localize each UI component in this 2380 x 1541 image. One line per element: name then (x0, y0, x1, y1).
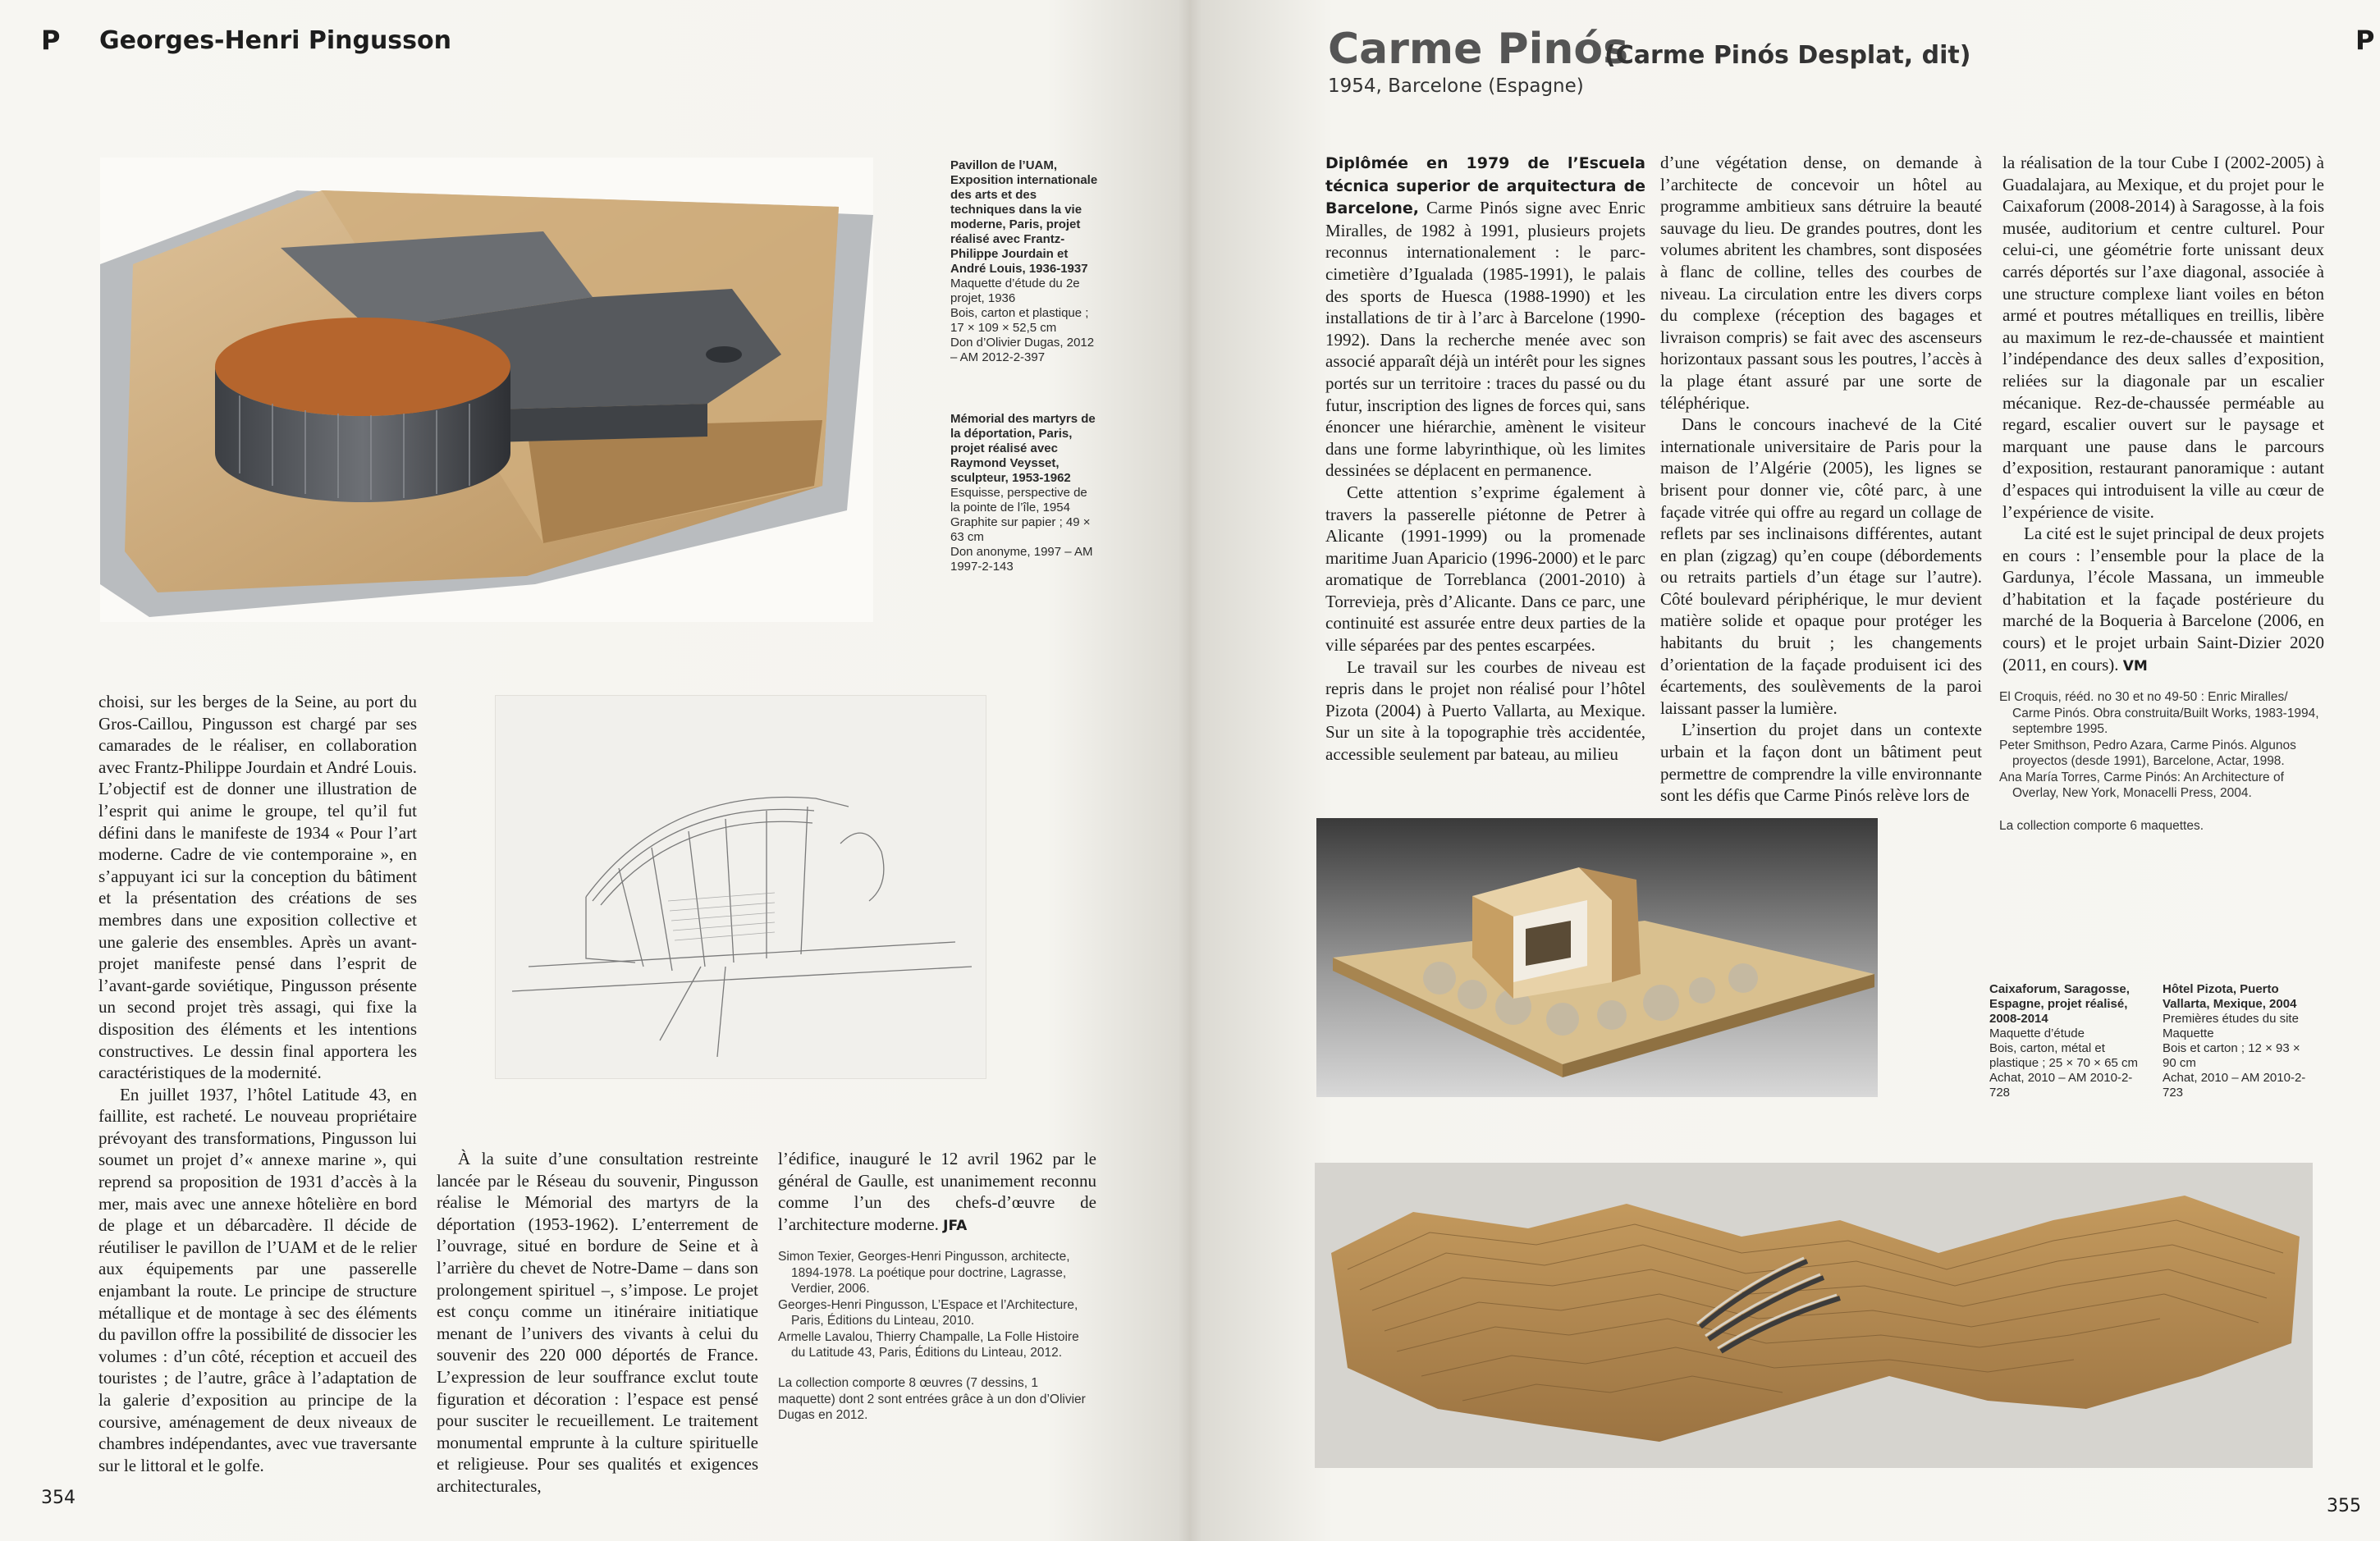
paragraph: En juillet 1937, l’hôtel Latitude 43, en faillite, est racheté. Le nouveau propriétaire prévoyant des transformations, Pingusson lui soumet un projet d’« annexe marine », qui reprend sa proposition de 1931 d’accès à la mer, mais avec une annexe hôtelière en bord de plage et un débarcadère. Il décide de réutiliser le pavillon de l’UAM et de le relier aux équipements par une passerelle enjambant la route. Le principe de structure métallique et de montage à sec des éléments du pavillon offre la possibilité de dissocier les volumes : d’un côté, réception et accueil des touristes ; de l’autre, grâce à l’adaptation de la galerie d’exposition au principe de la coursive, aménagement de deux niveaux de chambres indépendantes, avec vue traversante sur le littoral et le golfe. (98, 1084, 417, 1475)
section-letter: P (41, 25, 61, 56)
caption-line: Maquette d’étude (1989, 1027, 2085, 1040)
pinos-text-column-2 (1660, 152, 1982, 807)
architect-full-name: (Carme Pinós Desplat, dit) (1604, 41, 1971, 70)
pingusson-text-column-1 (98, 691, 417, 1476)
page-number-left: 354 (41, 1488, 76, 1508)
caption-title: Hôtel Pizota, Puerto Vallarta, Mexique, 2004 (2163, 982, 2297, 1011)
caption-line: Achat, 2010 – AM 2010-2-723 (2163, 1071, 2306, 1100)
paragraph: À la suite d’une consultation restreinte lancée par le Réseau du souvenir, Pingusson réalise le Mémorial des martyrs de la déportation (1953-1962). L’enterrement de l’ouvrage, situé en bordure de Seine et à l’arrière du chevet de Notre-Dame – dans son prolongement spirituel –, s’impose. Le projet est conçu comme un itinéraire initiatique menant de l’univers des vivants à celui du souvenir des 220 000 déportés de France. L’expression de leur souffrance exclut toute figuration et décoration : l’espace est pensé pour susciter le recueillement. Le traitement monumental emprunte à la culture spirituelle et religieuse. Pour ses qualités et exigences architecturales, (437, 1149, 758, 1496)
paragraph: l’édifice, inauguré le 12 avril 1962 par le général de Gaulle, est unanimement reconnu comme l’un des chefs-d’œuvre de l’architecture moderne. (778, 1149, 1096, 1234)
lead-text: Diplômée en 1979 de l’Escuela técnica superior de arquitectura de Barcelone, (1325, 154, 1645, 218)
memorial-sketch-drawing (496, 696, 986, 1078)
hotel-pizota-model-photo (1315, 1163, 2313, 1468)
caption-line: Bois, carton et plastique ; 17 × 109 × 52,5 cm (950, 306, 1089, 335)
caption-uam-pavilion (950, 158, 1098, 365)
bibliography-entry: Ana María Torres, Carme Pinós: An Architecture of Overlay, New York, Monacelli Press, 2004. (1999, 770, 2284, 800)
pingusson-bibliography (778, 1249, 1094, 1361)
bibliography-entry: Peter Smithson, Pedro Azara, Carme Pinós. Algunos proyectos (desde 1991), Barcelone, Actar, 1998. (1999, 738, 2296, 768)
pinos-collection-note: La collection comporte 6 maquettes. (1999, 819, 2204, 833)
pinos-bibliography (1999, 689, 2327, 802)
caption-line: Achat, 2010 – AM 2010-2-728 (1989, 1071, 2133, 1100)
paragraph: Carme Pinós signe avec Enric Miralles, de 1982 à 1991, plusieurs projets reconnus internationalement : le parc-cimetière d’Igualada (1985-1991), le palais des sports de Huesca (1988-1990) et les installations de tir à l’arc à Barcelone (1990-1992). Dans la recherche menée avec son associé apparaît déjà un intérêt pour les signes portés sur un territoire : traces du passé ou du futur, inscription des lignes de forces qui, sans énoncer une hiérarchie, amènent le visiteur dans une forme labyrinthique, où les limites dessinées se déplacent en permanence. (1325, 198, 1646, 481)
bibliography-entry: El Croquis, rééd. no 30 et no 49-50 : Enric Miralles/ Carme Pinós. Obra construita/Built Works, 1983-1994, septembre 1995. (1999, 690, 2319, 736)
bibliography-entry: Simon Texier, Georges-Henri Pingusson, architecte, 1894-1978. La poétique pour doctrine, Lagrasse, Verdier, 2006. (778, 1250, 1070, 1296)
memorial-sketch-illustration (496, 696, 986, 1078)
caption-memorial-deportation (950, 412, 1098, 574)
lead-paragraph (1325, 152, 1645, 482)
caption-line: Don anonyme, 1997 – AM 1997-2-143 (950, 545, 1093, 574)
caption-line: Bois, carton, métal et plastique ; 25 × 70 × 65 cm (1989, 1041, 2138, 1070)
uam-model-illustration (100, 158, 873, 622)
paragraph: L’insertion du projet dans un contexte urbain et la façon dont un bâtiment peut permettre de comprendre la ville environnante sont les défis que Carme Pinós relève lors de (1660, 720, 1982, 806)
pingusson-text-column-2 (437, 1148, 758, 1498)
paragraph: choisi, sur les berges de la Seine, au port du Gros-Caillou, Pingusson est chargé par ses camarades de le réaliser, en collaboration avec Frantz-Philippe Jourdain et André Louis. L’objectif est de donner une illustration de l’esprit qui anime le groupe, tel qu’il fut défini dans le manifeste de 1934 « Pour l’art moderne. Cadre de vie contemporaine », en s’appuyant ici sur la conception du bâtiment et la présentation des créations de ses membres dans une exposition collective et une galerie des ensembles. Après un avant-projet manifeste pensé dans l’esprit de l’avant-garde soviétique, Pingusson présente un second projet très assagi, qui fixe la disposition des éléments et les intentions constructives. Le dessin final apportera les caractéristiques de la modernité. (98, 692, 417, 1083)
pinos-text-column-3 (2002, 152, 2324, 677)
pingusson-text-column-3 (778, 1148, 1096, 1237)
paragraph-with-signature (778, 1148, 1096, 1237)
paragraph-with-signature (2002, 523, 2324, 677)
caption-line: Bois et carton ; 12 × 93 × 90 cm (2163, 1041, 2300, 1070)
caption-line: Maquette (2163, 1027, 2214, 1040)
pizota-model-illustration (1315, 1163, 2313, 1468)
pinos-text-column-1 (1325, 152, 1645, 766)
caption-line: Premières études du site (2163, 1012, 2299, 1026)
caption-caixaforum (1989, 982, 2141, 1100)
header-name: Georges-Henri Pingusson (99, 26, 451, 55)
caption-hotel-pizota (2163, 982, 2314, 1100)
uam-pavilion-model-photo (100, 158, 873, 622)
caixaforum-model-photo (1316, 818, 1878, 1097)
caption-line: Don d’Olivier Dugas, 2012 – AM 2012-2-397 (950, 336, 1095, 364)
caption-title: Mémorial des martyrs de la déportation, Paris, projet réalisé avec Raymond Veysset, sculpteur, 1953-1962 (950, 412, 1096, 485)
architect-name: Carme Pinós (1328, 25, 1629, 74)
section-letter-right: P (2355, 25, 2375, 56)
paragraph: La cité est le sujet principal de deux projets en cours : l’ensemble pour la place de la Gardunya, l’école Massana, un immeuble d’habitation et la façade postérieure du marché de la Boqueria à Barcelone (2006, en cours) et le projet urbain Saint-Dizier 2020 (2011, en cours). (2002, 524, 2324, 674)
caption-line: Maquette d’étude du 2e projet, 1936 (950, 277, 1080, 305)
author-signature: JFA (943, 1217, 968, 1234)
bibliography-entry: Armelle Lavalou, Thierry Champalle, La Folle Histoire du Latitude 43, Paris, Éditions du Linteau, 2012. (778, 1329, 1079, 1360)
author-signature: VM (2122, 657, 2148, 674)
caption-line: Graphite sur papier ; 49 × 63 cm (950, 515, 1091, 544)
caption-title: Caixaforum, Saragosse, Espagne, projet réalisé, 2008-2014 (1989, 982, 2130, 1026)
paragraph: Le travail sur les courbes de niveau est repris dans le projet non réalisé pour l’hôtel Pizota (2004) à Puerto Vallarta, au Mexique. Sur un site à la topographie très accidentée, accessible seulement par bateau, au milieu (1325, 656, 1645, 765)
caption-title: Pavillon de l’UAM, Exposition internationale des arts et des techniques dans la vie moderne, Paris, projet réalisé avec Frantz-Philippe Jourdain et André Louis, 1936-1937 (950, 158, 1098, 276)
architect-birth: 1954, Barcelone (Espagne) (1328, 75, 1584, 97)
paragraph: d’une végétation dense, on demande à l’architecte de concevoir un hôtel au programme ambitieux sans détruire la beauté sauvage du lieu. De grandes poutres, dont les volumes abritent les chambres, sont disposées à flanc de colline, telles des courbes de niveau. La circulation entre les divers corps du complexe (réception des bagages et livraison compris) se fait avec des ascenseurs horizontaux passant sous les poutres, l’accès à la plage étant assuré par une sorte de téléphérique. (1660, 153, 1982, 413)
pingusson-collection-note: La collection comporte 8 œuvres (7 dessins, 1 maquette) dont 2 sont entrées grâce à un don d’Olivier Dugas en 2012. (778, 1376, 1086, 1422)
right-page (1190, 0, 2380, 1541)
page-number-right: 355 (2327, 1496, 2361, 1516)
paragraph: Dans le concours inachevé de la Cité internationale universitaire de Paris pour la maison de l’Algérie (2005), les lignes se brisent pour donner vie, côté parc, à une façade vitrée qui offre au regard un collage de reflets par ses inclinaisons différentes, autant en plan (zigzag) qu’en coupe (débordements ou retraits partiels d’un étage sur l’autre). Côté boulevard périphérique, le mur devient matière solide et opaque pour protéger les habitants du bruit ; les changements d’orientation de la façade produisent ici des écartements, des soulèvements de la paroi laissant passer la lumière. (1660, 414, 1982, 718)
caixaforum-model-illustration (1316, 818, 1878, 1097)
paragraph: la réalisation de la tour Cube I (2002-2005) à Guadalajara, au Mexique, et du projet pour le Caixaforum (2008-2014) à Saragosse, à la fois musée, auditorium et centre culturel. Pour celui-ci, une géométrie forte unissant deux carrés déportés sur l’axe diagonal, associée à une structure complexe liant voiles en béton armé et poutres métalliques en treillis, libère au maximum le rez-de-chaussée et maintient l’indépendance des deux salles d’exposition, reliées sur la diagonale par un escalier mécanique. Rez-de-chaussée perméable au regard, escalier ouvert sur le paysage et marquant une pause dans le parcours d’exposition, restaurant panoramique : autant d’espaces qui introduisent la ville au cœur de l’expérience de visite. (2002, 153, 2324, 522)
paragraph: Cette attention s’exprime également à travers la passerelle piétonne de Petrer à Alicante (1991-1999) ou la promenade maritime Juan Aparicio (1996-2000) et le parc aromatique de Torreblanca (2001-2010) à Torrevieja, près d’Alicante. Dans ce parc, une continuité est assurée entre deux parties de la ville séparées par des pentes escarpées. (1325, 482, 1645, 656)
caption-line: Esquisse, perspective de la pointe de l’île, 1954 (950, 486, 1087, 514)
bibliography-entry: Georges-Henri Pingusson, L’Espace et l’Architecture, Paris, Éditions du Linteau, 2010. (778, 1297, 1078, 1328)
